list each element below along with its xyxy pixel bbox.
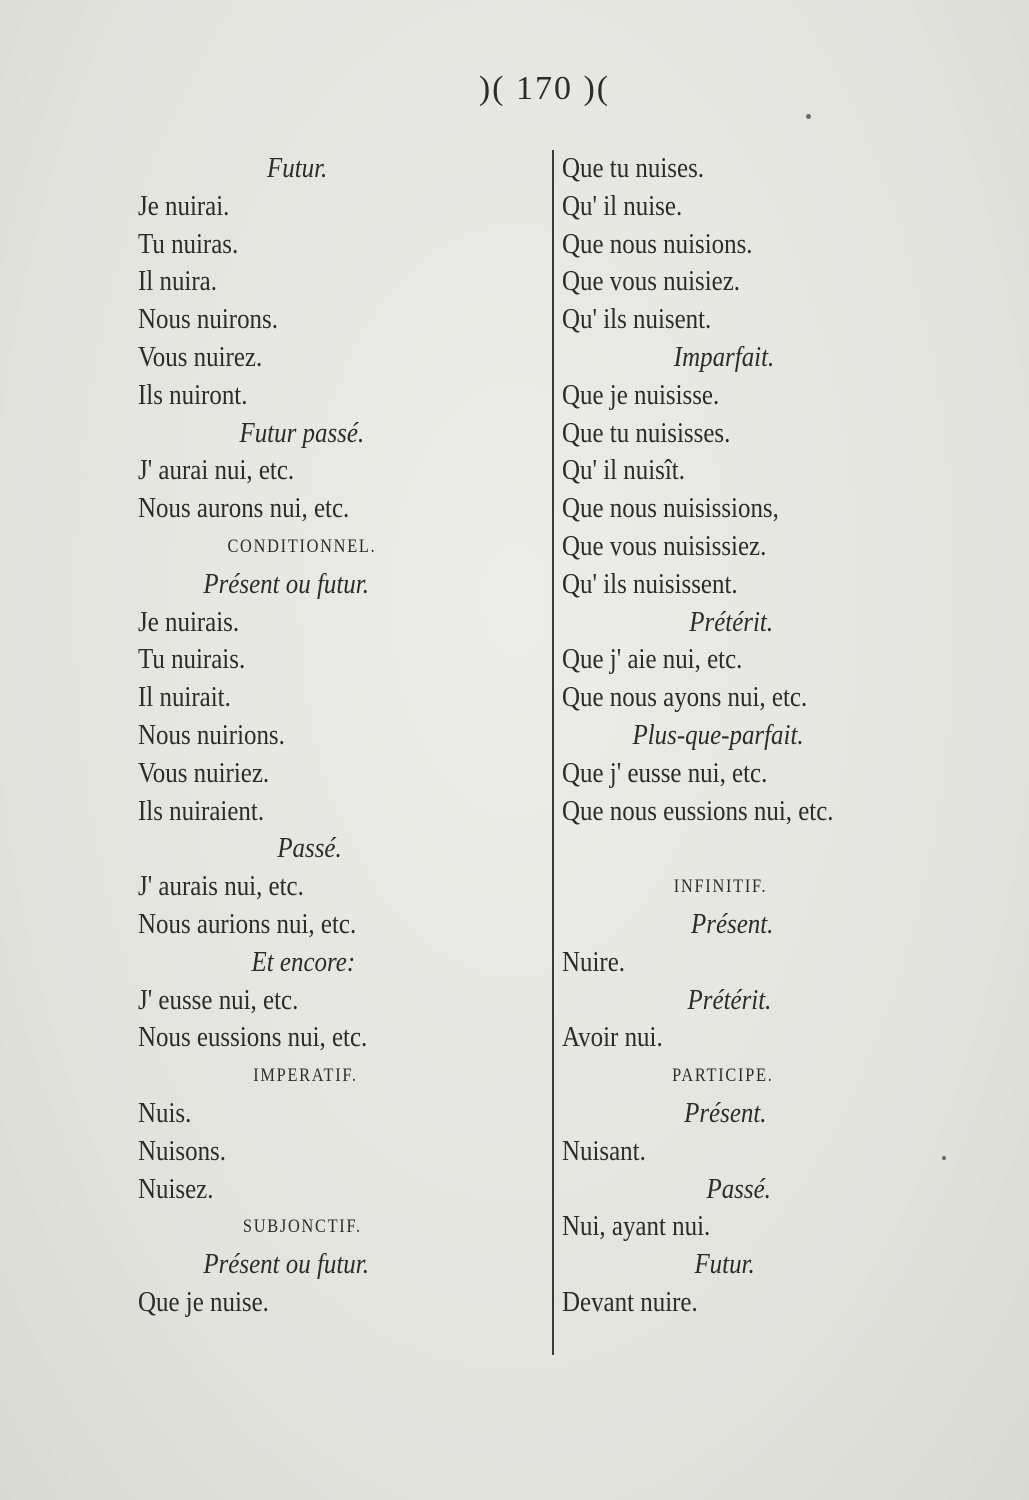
left-tense-heading: Présent ou futur.: [203, 1248, 369, 1281]
left-conjugation-line: Nous nuirons.: [138, 303, 278, 336]
left-tense-heading: Futur.: [267, 152, 328, 184]
right-tense-heading: Plus-que-parfait.: [632, 718, 804, 751]
left-conjugation-line: Nous nuirions.: [138, 718, 285, 751]
left-conjugation-line: Vous nuirez.: [138, 340, 263, 373]
right-tense-heading: Prétérit.: [687, 983, 772, 1016]
left-tense-heading: Futur passé.: [239, 416, 365, 449]
right-tense-heading: Futur.: [694, 1248, 755, 1281]
left-mood-heading: IMPERATIF.: [253, 1065, 358, 1087]
right-conjugation-line: Que nous ayons nui, etc.: [562, 681, 808, 714]
left-conjugation-line: Tu nuiras.: [138, 227, 239, 260]
left-conjugation-line: Nuis.: [138, 1096, 192, 1129]
right-tense-heading: Présent.: [691, 907, 774, 940]
right-conjugation-line: Nui, ayant nui.: [562, 1210, 711, 1243]
right-conjugation-line: Que j' eusse nui, etc.: [562, 756, 768, 789]
left-conjugation-line: Nous eussions nui, etc.: [138, 1021, 368, 1054]
right-conjugation-line: Que nous nuisions.: [562, 227, 753, 260]
right-conjugation-line: Que tu nuises.: [562, 152, 705, 184]
right-tense-heading: Prétérit.: [689, 605, 774, 638]
left-tense-heading: Présent ou futur.: [203, 567, 369, 600]
right-conjugation-line: Que j' aie nui, etc.: [562, 643, 743, 676]
left-column: [138, 150, 518, 1322]
left-conjugation-line: J' aurais nui, etc.: [138, 870, 304, 903]
page-number: )( 170 )(: [478, 70, 611, 107]
left-conjugation-line: J' aurai nui, etc.: [138, 454, 295, 487]
right-conjugation-line: Que tu nuisisses.: [562, 416, 731, 449]
left-conjugation-line: Nous aurons nui, etc.: [138, 492, 350, 525]
right-conjugation-line: Qu' il nuisît.: [562, 454, 685, 487]
left-conjugation-line: Ils nuiront.: [138, 378, 248, 411]
right-conjugation-line: Que nous nuisissions,: [562, 492, 779, 525]
left-conjugation-line: Il nuirait.: [138, 681, 231, 714]
left-mood-heading: SUBJONCTIF.: [242, 1216, 362, 1238]
left-mood-heading: CONDITIONNEL.: [227, 535, 377, 557]
left-conjugation-line: J' eusse nui, etc.: [138, 983, 299, 1016]
right-conjugation-line: Qu' ils nuisent.: [562, 303, 712, 336]
left-conjugation-line: Nuisez.: [138, 1172, 214, 1205]
right-mood-heading: INFINITIF.: [673, 876, 768, 898]
right-conjugation-line: Que vous nuisiez.: [562, 265, 741, 298]
right-conjugation-line: Que vous nuisissiez.: [562, 529, 767, 562]
left-conjugation-line: Que je nuise.: [138, 1285, 269, 1318]
right-conjugation-line: Nuire.: [562, 945, 626, 978]
left-conjugation-line: Nous aurions nui, etc.: [138, 907, 357, 940]
left-conjugation-line: Je nuirais.: [138, 605, 240, 638]
right-conjugation-line: Qu' ils nuisissent.: [562, 567, 738, 600]
left-conjugation-line: Nuisons.: [138, 1134, 227, 1167]
left-conjugation-line: Il nuira.: [138, 265, 217, 298]
left-tense-heading: Et encore:: [251, 945, 356, 978]
right-conjugation-line: Que je nuisisse.: [562, 378, 720, 411]
right-conjugation-line: Qu' il nuise.: [562, 189, 683, 222]
left-conjugation-line: Je nuirai.: [138, 189, 230, 222]
right-conjugation-line: Devant nuire.: [562, 1285, 698, 1318]
right-tense-heading: Passé.: [706, 1172, 771, 1205]
ink-speck: [806, 114, 811, 119]
right-conjugation-line: Avoir nui.: [562, 1021, 663, 1054]
left-conjugation-line: Tu nuirais.: [138, 643, 246, 676]
right-tense-heading: Imparfait.: [673, 340, 775, 373]
right-conjugation-line: Nuisant.: [562, 1134, 646, 1167]
blank-line: [562, 830, 982, 868]
right-tense-heading: Présent.: [684, 1096, 767, 1129]
left-conjugation-line: Ils nuiraient.: [138, 794, 265, 827]
column-divider-rule: [552, 150, 554, 1355]
right-column: [562, 150, 982, 1322]
right-mood-heading: PARTICIPE.: [672, 1065, 774, 1087]
right-conjugation-line: Que nous eussions nui, etc.: [562, 794, 834, 827]
left-tense-heading: Passé.: [277, 832, 342, 865]
left-conjugation-line: Vous nuiriez.: [138, 756, 270, 789]
